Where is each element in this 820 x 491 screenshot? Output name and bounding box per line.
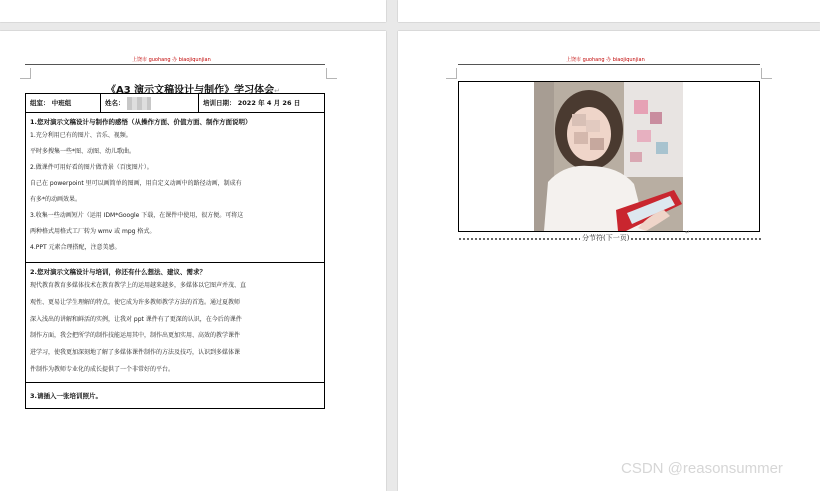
class-value: 中班组 xyxy=(51,99,72,107)
margin-corner-mark xyxy=(20,68,31,79)
name-cell[interactable] xyxy=(101,94,199,112)
previous-page-right xyxy=(398,0,820,22)
reflection-table xyxy=(25,93,325,409)
section-2-line: 深入浅出的讲解和鲜活的实例，让我对 ppt 课件有了更深的认识，在今后的课件 xyxy=(30,315,242,323)
section-1-line: 3.收集一些动画短片（运用 IDM*Google 下载，在课件中使用，很方便。可将这 xyxy=(30,212,244,219)
section-2-line: 现代教育教育多媒体技术在教育教学上的运用越来越多，多媒体以它图声并茂、直 xyxy=(30,282,247,289)
paragraph-mark: ↵ xyxy=(274,87,281,95)
date-cell[interactable] xyxy=(199,94,324,112)
section-2-line: 件制作为教师专业化的成长提供了一个非常好的平台。 xyxy=(30,365,175,373)
section-1-line: 4.PPT 元素合理搭配，注意美感。 xyxy=(30,244,121,251)
previous-page-left xyxy=(0,0,386,22)
section-1-line: 平时多搜集一些*图、动图、幼儿歌曲。 xyxy=(30,148,136,155)
section-2[interactable] xyxy=(26,263,324,383)
document-title-text: 《A3 演示文稿设计与制作》学习体会 xyxy=(105,85,275,96)
header-rule xyxy=(458,64,760,65)
section-1-line: 自己在 powerpoint 里可以画简单的图画，用自定义动画中的路径动画，制成有 xyxy=(30,180,242,187)
section-2-line: 制作方面，我会把所学的制作技能运用其中，制作出更加实用、高效的教学课件 xyxy=(30,332,241,340)
section-1[interactable] xyxy=(26,113,324,263)
margin-corner-mark xyxy=(761,68,772,79)
redacted-name xyxy=(127,97,151,110)
class-label: 组室： xyxy=(30,99,50,107)
margin-corner-mark xyxy=(446,68,457,79)
watermark-text: CSDN @reasonsummer xyxy=(621,460,783,477)
section-1-line: 1.充分利用已有的图片、音乐、视频。 xyxy=(30,132,132,139)
page-header-text: 上饶市 guohang 办 biaojiqunjian xyxy=(132,57,211,63)
section-1-line: 两种格式用格式工厂转为 wmv 或 mpg 格式。 xyxy=(30,228,156,235)
paragraph-mark: ↵ xyxy=(685,229,691,236)
section-2-title: 2.您对演示文稿设计与培训，你还有什么想法、建议、需求？ xyxy=(30,268,206,276)
section-1-line: 有多*的动画效果。 xyxy=(30,196,82,203)
section-3-title: 3.请插入一张培训照片。 xyxy=(30,392,102,400)
section-2-line: 观性、更易让学生理解的特点，使它成为许多教师教学方法的首选。通过夏教师 xyxy=(30,298,241,306)
page-header-text: 上饶市 guohang 办 biaojiqunjian xyxy=(566,57,645,63)
margin-corner-mark xyxy=(326,68,337,79)
name-label: 姓名： xyxy=(105,99,125,107)
section-1-title: 1.您对演示文稿设计与制作的感悟（从操作方面、价值方面、制作方面说明） xyxy=(30,118,252,126)
header-rule xyxy=(25,64,325,65)
class-cell[interactable] xyxy=(26,94,101,112)
training-photo[interactable] xyxy=(534,82,683,231)
section-break-label: 分节符(下一页) xyxy=(582,234,630,242)
training-photo-frame xyxy=(458,81,760,232)
info-row xyxy=(26,94,324,113)
section-2-line: 进学习，使我更加深刻地了解了多媒体课件制作的方法及技巧，认识到多媒体课 xyxy=(30,349,241,357)
date-value: 2022 年 4 月 26 日 xyxy=(237,99,301,107)
photo-image xyxy=(534,82,683,231)
section-3[interactable] xyxy=(26,383,324,408)
section-1-line: 2.做课件可用好看的图片做背景（百度图片）。 xyxy=(30,164,153,171)
date-label: 培训日期： xyxy=(203,99,236,107)
